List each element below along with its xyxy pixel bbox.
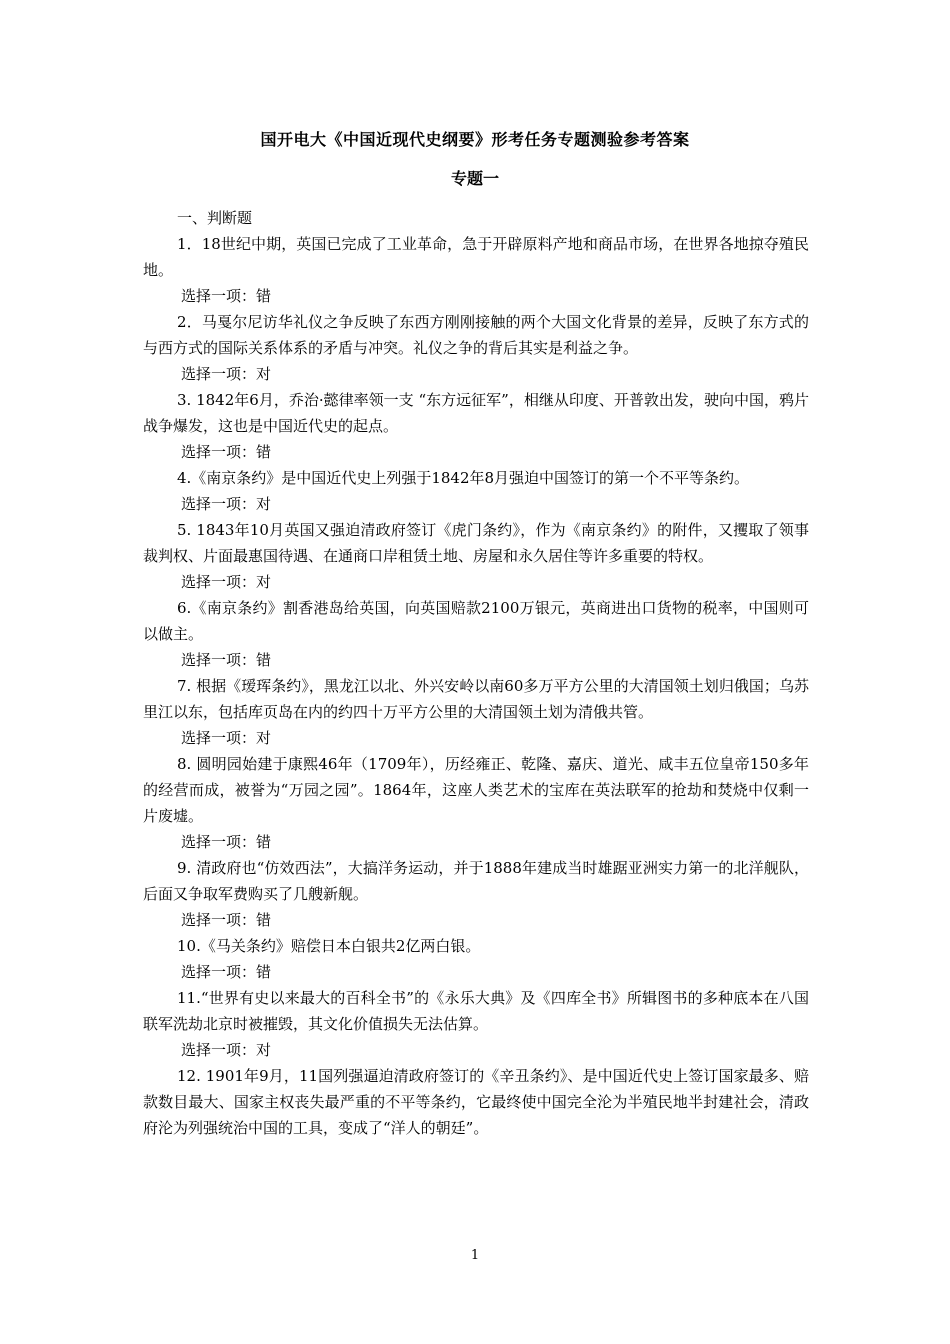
section-heading: 一、判断题 (177, 209, 253, 227)
question-answer: 选择一项：错 (181, 443, 272, 461)
question-text: 6.《南京条约》割香港岛给英国，向英国赔款2100万银元，英商进出口货物的税率，中国则可以做主。 (143, 599, 809, 643)
question-text: 1．18世纪中期，英国已完成了工业革命，急于开辟原料产地和商品市场，在世界各地掠夺殖民地。 (143, 235, 809, 279)
question-answer: 选择一项：对 (181, 729, 272, 747)
question-text: 3. 1842年6月，乔治·懿律率领一支 “东方远征军”，相继从印度、开普敦出发，驶向中国，鸦片战争爆发，这也是中国近代史的起点。 (143, 391, 809, 435)
question-text: 12. 1901年9月，11国列强逼迫清政府签订的《辛丑条约》、是中国近代史上签订国家最多、赔款数目最大、国家主权丧失最严重的不平等条约，它最终使中国完全沦为半殖民地半封建社会，清政府沦为列强统治中国的工具，变成了“洋人的朝廷”。 (143, 1067, 809, 1137)
document-subtitle: 专题一 (450, 169, 499, 188)
question-text: 11.“世界有史以来最大的百科全书”的《永乐大典》及《四库全书》所辑图书的多种底本在八国联军洗劫北京时被摧毁，其文化价值损失无法估算。 (143, 989, 809, 1033)
question-answer: 选择一项：错 (181, 651, 272, 669)
question-text: 5. 1843年10月英国又强迫清政府签订《虎门条约》，作为《南京条约》的附件，又攫取了领事裁判权、片面最惠国待遇、在通商口岸租赁土地、房屋和永久居住等许多重要的特权。 (143, 521, 809, 565)
question-answer: 选择一项：对 (181, 495, 272, 513)
question-answer: 选择一项：错 (181, 287, 272, 305)
question-answer: 选择一项：对 (181, 365, 272, 383)
question-answer: 选择一项：错 (181, 833, 272, 851)
question-text: 4.《南京条约》是中国近代史上列强于1842年8月强迫中国签订的第一个不平等条约。 (177, 469, 750, 487)
document-title: 国开电大《中国近现代史纲要》形考任务专题测验参考答案 (260, 130, 690, 149)
question-text: 7. 根据《瑷珲条约》，黑龙江以北、外兴安岭以南60多万平方公里的大清国领土划归俄国；乌苏里江以东，包括库页岛在内的约四十万平方公里的大清国领土划为清俄共管。 (143, 677, 809, 721)
page-number: 1 (470, 1248, 480, 1263)
document-body (143, 205, 809, 1141)
question-answer: 选择一项：对 (181, 1041, 272, 1059)
question-text: 9. 清政府也“仿效西法”，大搞洋务运动，并于1888年建成当时雄踞亚洲实力第一的北洋舰队，后面又争取军费购买了几艘新舰。 (143, 859, 809, 903)
question-text: 2．马戛尔尼访华礼仪之争反映了东西方刚刚接触的两个大国文化背景的差异，反映了东方式的与西方式的国际关系体系的矛盾与冲突。礼仪之争的背后其实是利益之争。 (143, 313, 809, 357)
question-answer: 选择一项：对 (181, 573, 272, 591)
question-text: 8. 圆明园始建于康熙46年（1709年），历经雍正、乾隆、嘉庆、道光、咸丰五位皇帝150多年的经营而成，被誉为“万园之园”。1864年，这座人类艺术的宝库在英法联军的抢劫和焚烧中仅剩一片废墟。 (143, 755, 809, 825)
question-text: 10.《马关条约》赔偿日本白银共2亿两白银。 (177, 937, 481, 955)
question-answer: 选择一项：错 (181, 911, 272, 929)
question-answer: 选择一项：错 (181, 963, 272, 981)
